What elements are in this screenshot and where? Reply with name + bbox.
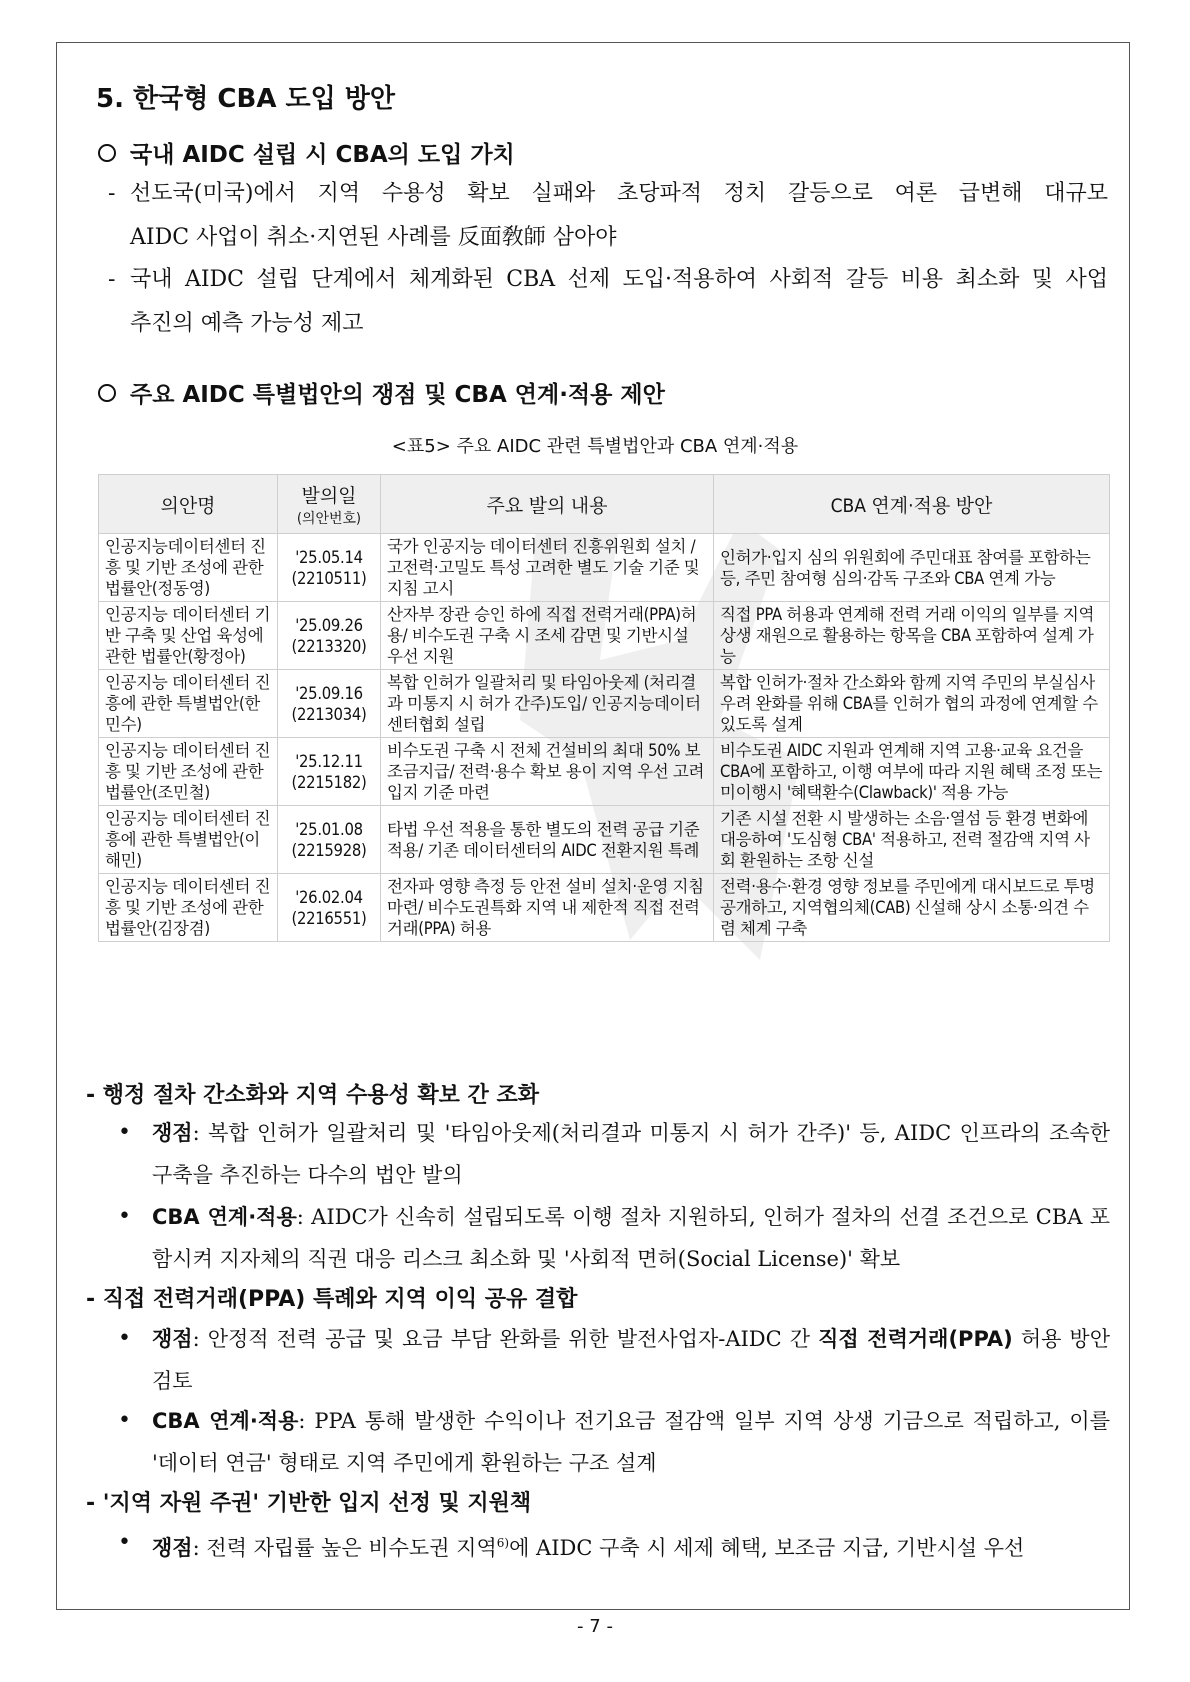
bullet-text: 허용 방안 검토 bbox=[152, 1327, 1110, 1393]
subheading-resource: - '지역 자원 주권' 기반한 입지 선정 및 지원책 bbox=[86, 1491, 532, 1516]
cell-date-value: '25.09.26 bbox=[295, 615, 363, 635]
paragraph-line: 선도국(미국)에서 지역 수용성 확보 실패와 초당파적 정치 갈등으로 여론 급변해 대규모 bbox=[130, 181, 1108, 206]
cell-bill-number: (2216551) bbox=[291, 908, 367, 928]
cell-cba: 비수도권 AIDC 지원과 연계해 지역 고용·교육 요건을 CBA에 포함하고, 이행 여부에 따라 지원 혜택 조정 또는 미이행시 '혜택환수(Clawback)' 적용 가능 bbox=[714, 738, 1110, 806]
cell-bill: 인공지능 데이터센터 진흥 및 기반 조성에 관한 법률안(조민철) bbox=[99, 738, 278, 806]
subheading-admin: - 행정 절차 간소화와 지역 수용성 확보 간 조화 bbox=[86, 1083, 539, 1108]
bullet-label: 쟁점 bbox=[152, 1121, 193, 1145]
table-row bbox=[99, 670, 1110, 738]
paragraph-item bbox=[108, 258, 1108, 346]
paragraph-line: 추진의 예측 가능성 제고 bbox=[130, 311, 364, 336]
cell-date bbox=[278, 806, 381, 874]
cell-date-value: '25.09.16 bbox=[295, 683, 363, 703]
cell-bill-number: (2213320) bbox=[291, 636, 367, 656]
header-date-label: 발의일 bbox=[301, 484, 357, 507]
dash-marker: - bbox=[108, 181, 116, 206]
paragraph-line: 국내 AIDC 설립 단계에서 체계화된 CBA 선제 도입·적용하여 사회적 갈등 비용 최소화 및 사업 bbox=[130, 267, 1108, 292]
header-cba: CBA 연계·적용 방안 bbox=[714, 475, 1110, 534]
bills-table bbox=[98, 474, 1110, 942]
cell-cba: 전력·용수·환경 영향 정보를 주민에게 대시보드로 투명 공개하고, 지역협의체(CAB) 신설해 상시 소통·의견 수렴 체계 구축 bbox=[714, 874, 1110, 942]
cell-date bbox=[278, 534, 381, 602]
cell-bill-number: (2215182) bbox=[291, 772, 367, 792]
cell-content: 비수도권 구축 시 전체 건설비의 최대 50% 보조금지급/ 전력·용수 확보 용이 지역 우선 고려 입지 기준 마련 bbox=[381, 738, 714, 806]
header-bill: 의안명 bbox=[99, 475, 278, 534]
cell-date bbox=[278, 602, 381, 670]
bullet-label: CBA 연계·적용 bbox=[152, 1409, 299, 1433]
bullet-item bbox=[118, 1318, 1110, 1402]
cell-content: 타법 우선 적용을 통한 별도의 전력 공급 기준 적용/ 기존 데이터센터의 AIDC 전환지원 특례 bbox=[381, 806, 714, 874]
bullet-item bbox=[118, 1112, 1110, 1196]
circle-bullet-icon bbox=[98, 384, 116, 402]
section-title: 5. 한국형 CBA 도입 방안 bbox=[96, 84, 396, 114]
paragraph-line: AIDC 사업이 취소·지연된 사례를 反面敎師 삼아야 bbox=[130, 225, 617, 250]
table-row bbox=[99, 602, 1110, 670]
cell-date bbox=[278, 874, 381, 942]
heading-bill-issues bbox=[98, 376, 665, 409]
footnote-ref[interactable]: 6) bbox=[496, 1536, 510, 1550]
cell-content: 산자부 장관 승인 하에 직접 전력거래(PPA)허용/ 비수도권 구축 시 조세 감면 및 기반시설 우선 지원 bbox=[381, 602, 714, 670]
cell-date bbox=[278, 670, 381, 738]
page-number: - 7 - bbox=[577, 1616, 613, 1637]
bullet-item bbox=[118, 1400, 1110, 1484]
table-row bbox=[99, 738, 1110, 806]
cell-cba: 복합 인허가·절차 간소화와 함께 지역 주민의 부실심사 우려 완화를 위해 CBA를 인허가 협의 과정에 연계할 수 있도록 설계 bbox=[714, 670, 1110, 738]
table-row bbox=[99, 874, 1110, 942]
bullet-item bbox=[118, 1196, 1110, 1280]
bullet-bold-text: 직접 전력거래(PPA) bbox=[818, 1327, 1013, 1351]
heading-text: 주요 AIDC 특별법안의 쟁점 및 CBA 연계·적용 제안 bbox=[130, 382, 665, 408]
table-row bbox=[99, 534, 1110, 602]
header-date-sub: (의안번호) bbox=[297, 510, 361, 527]
bullet-dot: • bbox=[118, 1120, 131, 1145]
heading-text: 국내 AIDC 설립 시 CBA의 도입 가치 bbox=[130, 142, 515, 168]
cell-date-value: '25.12.11 bbox=[295, 751, 363, 771]
table-row bbox=[99, 806, 1110, 874]
header-content: 주요 발의 내용 bbox=[381, 475, 714, 534]
cell-bill-number: (2215928) bbox=[291, 840, 367, 860]
cell-content: 복합 인허가 일괄처리 및 타임아웃제 (처리결과 미통지 시 허가 간주)도입/ 인공지능데이터센터협회 설립 bbox=[381, 670, 714, 738]
bullet-dot: • bbox=[118, 1204, 131, 1229]
bullet-text: : 전력 자립률 높은 비수도권 지역 bbox=[192, 1536, 497, 1560]
cell-cba: 인허가·입지 심의 위원회에 주민대표 참여를 포함하는 등, 주민 참여형 심의·감독 구조와 CBA 연계 가능 bbox=[714, 534, 1110, 602]
cell-bill: 인공지능데이터센터 진흥 및 기반 조성에 관한 법률안(정동영) bbox=[99, 534, 278, 602]
cell-date-value: '25.01.08 bbox=[295, 819, 363, 839]
bullet-text: : 복합 인허가 일괄처리 및 '타임아웃제(처리결과 미통지 시 허가 간주)' 등, AIDC 인프라의 조속한 구축을 추진하는 다수의 법안 발의 bbox=[152, 1121, 1110, 1187]
cell-date-value: '25.05.14 bbox=[295, 547, 363, 567]
circle-bullet-icon bbox=[98, 144, 116, 162]
cell-bill: 인공지능 데이터센터 기반 구축 및 산업 육성에 관한 법률안(황정아) bbox=[99, 602, 278, 670]
cell-content: 국가 인공지능 데이터센터 진흥위원회 설치 /고전력·고밀도 특성 고려한 별도 기술 기준 및 지침 고시 bbox=[381, 534, 714, 602]
bullet-dot: • bbox=[118, 1530, 131, 1555]
dash-marker: - bbox=[108, 267, 116, 292]
bullet-label: 쟁점 bbox=[152, 1327, 193, 1351]
bullet-text: : AIDC가 신속히 설립되도록 이행 절차 지원하되, 인허가 절차의 선결 조건으로 CBA 포함시켜 지자체의 직권 대응 리스크 최소화 및 '사회적 면허(Social License)' 확보 bbox=[152, 1205, 1111, 1271]
cell-date bbox=[278, 738, 381, 806]
cell-date-value: '26.02.04 bbox=[295, 887, 363, 907]
bullet-text: 에 AIDC 구축 시 세제 혜택, 보조금 지급, 기반시설 우선 bbox=[509, 1536, 1025, 1560]
table-header-row bbox=[99, 475, 1110, 534]
cell-bill: 인공지능 데이터센터 진흥에 관한 특별법안(이해민) bbox=[99, 806, 278, 874]
cell-cba: 기존 시설 전환 시 발생하는 소음·열섬 등 환경 변화에 대응하여 '도심형 CBA' 적용하고, 전력 절감액 지역 사회 환원하는 조항 신설 bbox=[714, 806, 1110, 874]
cell-bill-number: (2210511) bbox=[291, 568, 367, 588]
bullet-text: : 안정적 전력 공급 및 요금 부담 완화를 위한 발전사업자-AIDC 간 bbox=[192, 1327, 819, 1351]
bullet-label: CBA 연계·적용 bbox=[152, 1205, 297, 1229]
heading-aidc-value bbox=[98, 136, 515, 169]
table-caption: <표5> 주요 AIDC 관련 특별법안과 CBA 연계·적용 bbox=[391, 436, 799, 457]
bullet-dot: • bbox=[118, 1326, 131, 1351]
bullet-item bbox=[118, 1522, 1110, 1569]
cell-bill: 인공지능 데이터센터 진흥 및 기반 조성에 관한 법률안(김장겸) bbox=[99, 874, 278, 942]
cell-bill: 인공지능 데이터센터 진흥에 관한 특별법안(한민수) bbox=[99, 670, 278, 738]
header-date bbox=[278, 475, 381, 534]
cell-bill-number: (2213034) bbox=[291, 704, 367, 724]
subheading-ppa: - 직접 전력거래(PPA) 특례와 지역 이익 공유 결합 bbox=[86, 1287, 578, 1312]
cell-cba: 직접 PPA 허용과 연계해 전력 거래 이익의 일부를 지역 상생 재원으로 활용하는 항목을 CBA 포함하여 설계 가능 bbox=[714, 602, 1110, 670]
cell-content: 전자파 영향 측정 등 안전 설비 설치·운영 지침 마련/ 비수도권특화 지역 내 제한적 직접 전력거래(PPA) 허용 bbox=[381, 874, 714, 942]
paragraph-item bbox=[108, 172, 1108, 260]
bullet-dot: • bbox=[118, 1408, 131, 1433]
bullet-label: 쟁점 bbox=[152, 1536, 193, 1560]
bullet-text: : PPA 통해 발생한 수익이나 전기요금 절감액 일부 지역 상생 기금으로 적립하고, 이를 '데이터 연금' 형태로 지역 주민에게 환원하는 구조 설계 bbox=[152, 1409, 1110, 1475]
